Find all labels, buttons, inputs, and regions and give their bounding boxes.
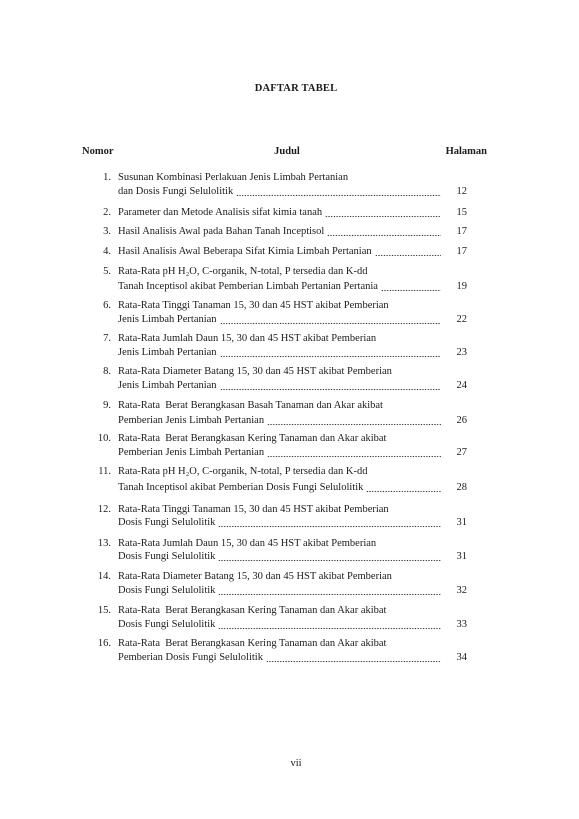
- entry-title-text: Dosis Fungi Selulolitik: [118, 517, 216, 528]
- entry-page-number: 23: [456, 347, 467, 358]
- entry-title-text: Jenis Limbah Pertanian: [118, 380, 217, 391]
- entry-page-number: 32: [456, 585, 467, 596]
- entry-title-text: Rata-Rata Berat Berangkasan Kering Tanaman dan Akar akibat: [118, 638, 387, 649]
- entry-title-line: [118, 346, 441, 360]
- entry-title-text: Rata-Rata Tinggi Tanaman 15, 30 dan 45 HST akibat Pemberian: [118, 504, 389, 515]
- entry-number: 15.: [97, 605, 111, 616]
- entry-title-line: [118, 365, 441, 379]
- dot-leader: [236, 185, 441, 199]
- entry-number: 16.: [97, 638, 111, 649]
- entry-title-line: [118, 503, 441, 517]
- entry-number: 2.: [103, 207, 111, 218]
- entry-title-text: Rata-Rata Tinggi Tanaman 15, 30 dan 45 HST akibat Pemberian: [118, 300, 389, 311]
- entry-title-text: dan Dosis Fungi Selulolitik: [118, 186, 234, 197]
- table-entry: [0, 332, 579, 362]
- entry-title-line: [118, 399, 441, 413]
- entry-page-number: 27: [456, 447, 467, 458]
- entry-title-line: [118, 245, 441, 259]
- entry-page-number: 24: [456, 380, 467, 391]
- entry-title-line: [118, 516, 441, 530]
- entry-number: 7.: [103, 333, 111, 344]
- entry-title-text: Dosis Fungi Selulolitik: [118, 551, 216, 562]
- dot-leader: [218, 618, 441, 632]
- entry-title-text: Rata-Rata Jumlah Daun 15, 30 dan 45 HST akibat Pemberian: [118, 333, 377, 344]
- dot-leader: [266, 651, 441, 665]
- entry-title-line: [118, 481, 441, 495]
- entry-title-line: [118, 185, 441, 199]
- dot-leader: [218, 550, 441, 564]
- entry-title-line: [118, 171, 441, 185]
- entry-number: 10.: [97, 433, 111, 444]
- entry-title-text: Tanah Inceptisol akibat Pemberian Limbah Pertanian Pertania: [118, 281, 378, 292]
- entry-title-line: [118, 332, 441, 346]
- dot-leader: [327, 225, 441, 239]
- entry-page-number: 12: [456, 186, 467, 197]
- entry-title-text: Rata-Rata Jumlah Daun 15, 30 dan 45 HST akibat Pemberian: [118, 538, 377, 549]
- entry-title-line: [118, 379, 441, 393]
- dot-leader: [375, 245, 441, 259]
- entry-title-line: [118, 584, 441, 598]
- entry-number: 1.: [103, 172, 111, 183]
- entry-title-text: Rata-Rata Berat Berangkasan Kering Tanaman dan Akar akibat: [118, 605, 387, 616]
- entry-title-line: [118, 465, 441, 479]
- entry-page-number: 31: [456, 517, 467, 528]
- table-entry: [0, 299, 579, 329]
- table-entry: [0, 365, 579, 395]
- entry-title-text: Susunan Kombinasi Perlakuan Jenis Limbah Pertanian: [118, 172, 349, 183]
- entry-title-text: Parameter dan Metode Analisis sifat kimia tanah: [118, 207, 323, 218]
- entry-title-line: [118, 299, 441, 313]
- table-entry: [0, 604, 579, 634]
- column-header-number: Nomor: [82, 146, 114, 157]
- entry-title-line: [118, 313, 441, 327]
- table-entry: [0, 537, 579, 567]
- entry-title-text: Rata-Rata pH H₂O, C-organik, N-total, P tersedia dan K-dd: [118, 466, 368, 477]
- entry-title-line: [118, 225, 441, 239]
- entry-title-text: Rata-Rata Berat Berangkasan Basah Tanaman dan Akar akibat: [118, 400, 383, 411]
- entry-number: 13.: [97, 538, 111, 549]
- column-header-page: Halaman: [445, 146, 487, 157]
- dot-leader: [267, 414, 441, 428]
- column-header-title: Judul: [274, 146, 300, 157]
- entry-number: 3.: [103, 226, 111, 237]
- entry-title-text: Hasil Analisis Awal pada Bahan Tanah Inceptisol: [118, 226, 325, 237]
- entry-title-line: [118, 206, 441, 220]
- dot-leader: [218, 584, 441, 598]
- entry-page-number: 28: [456, 482, 467, 493]
- dot-leader: [381, 280, 441, 294]
- entry-title-text: Hasil Analisis Awal Beberapa Sifat Kimia Limbah Pertanian: [118, 246, 372, 257]
- table-entry: [0, 399, 579, 429]
- entry-number: 8.: [103, 366, 111, 377]
- entry-page-number: 34: [456, 652, 467, 663]
- entry-page-number: 15: [456, 207, 467, 218]
- table-entry: [0, 171, 579, 201]
- entry-title-line: [118, 446, 441, 460]
- entry-title-line: [118, 651, 441, 665]
- entry-page-number: 22: [456, 314, 467, 325]
- entry-number: 14.: [97, 571, 111, 582]
- table-entry: [0, 265, 579, 295]
- entry-title-text: Rata-Rata Diameter Batang 15, 30 dan 45 HST akibat Pemberian: [118, 366, 392, 377]
- entry-title-text: Pemberian Jenis Limbah Pertanian: [118, 447, 265, 458]
- entry-title-line: [118, 537, 441, 551]
- entry-title-text: Rata-Rata Berat Berangkasan Kering Tanaman dan Akar akibat: [118, 433, 387, 444]
- entry-title-line: [118, 280, 441, 294]
- entry-page-number: 17: [456, 226, 467, 237]
- entry-title-text: Pemberian Dosis Fungi Selulolitik: [118, 652, 263, 663]
- entry-number: 11.: [98, 466, 111, 477]
- entry-title-text: Rata-Rata Diameter Batang 15, 30 dan 45 HST akibat Pemberian: [118, 571, 392, 582]
- dot-leader: [267, 446, 441, 460]
- entry-number: 12.: [97, 504, 111, 515]
- table-entry: [0, 503, 579, 533]
- entry-title-line: [118, 432, 441, 446]
- entry-title-text: Rata-Rata pH H₂O, C-organik, N-total, P tersedia dan K-dd: [118, 266, 368, 277]
- dot-leader: [220, 346, 441, 360]
- dot-leader: [325, 206, 441, 220]
- entry-title-text: Dosis Fungi Selulolitik: [118, 585, 216, 596]
- entry-title-line: [118, 265, 441, 279]
- entry-title-text: Jenis Limbah Pertanian: [118, 347, 217, 358]
- entry-title-text: Jenis Limbah Pertanian: [118, 314, 217, 325]
- table-entry: [0, 570, 579, 600]
- page-number-footer: vii: [290, 758, 302, 769]
- entry-title-line: [118, 618, 441, 632]
- entry-title-line: [118, 570, 441, 584]
- entry-title-line: [118, 414, 441, 428]
- entry-number: 9.: [103, 400, 111, 411]
- dot-leader: [366, 481, 441, 495]
- page-title: DAFTAR TABEL: [254, 83, 338, 94]
- entry-number: 6.: [103, 300, 111, 311]
- entry-number: 4.: [103, 246, 111, 257]
- table-entry: [0, 432, 579, 462]
- entry-title-line: [118, 550, 441, 564]
- table-entry: [0, 465, 579, 495]
- dot-leader: [220, 313, 441, 327]
- entry-page-number: 26: [456, 415, 467, 426]
- dot-leader: [218, 516, 441, 530]
- entry-page-number: 33: [456, 619, 467, 630]
- entry-page-number: 31: [456, 551, 467, 562]
- entry-title-line: [118, 604, 441, 618]
- entry-number: 5.: [103, 266, 111, 277]
- table-entry: [0, 637, 579, 667]
- dot-leader: [220, 379, 441, 393]
- entry-title-text: Pemberian Jenis Limbah Pertanian: [118, 415, 265, 426]
- entry-page-number: 17: [456, 246, 467, 257]
- entry-title-text: Dosis Fungi Selulolitik: [118, 619, 216, 630]
- entry-title-line: [118, 637, 441, 651]
- entry-title-text: Tanah Inceptisol akibat Pemberian Dosis Fungi Selulolitik: [118, 482, 364, 493]
- entry-page-number: 19: [456, 281, 467, 292]
